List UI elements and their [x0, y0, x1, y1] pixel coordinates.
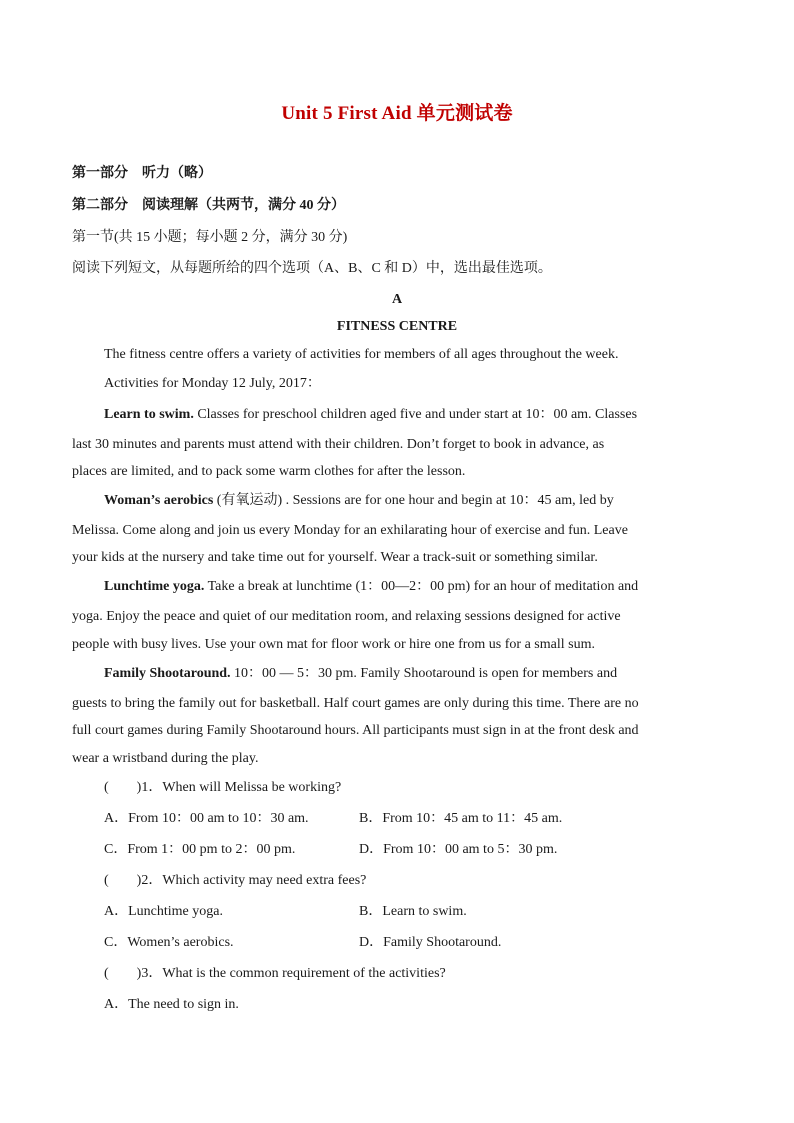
question-1-option-b: B．From 10：45 am to 11：45 am.	[359, 811, 563, 826]
para1-line2: last 30 minutes and parents must attend with their children. Don’t forget to book in advance, as	[72, 437, 605, 452]
para3-text1: Take a break at lunchtime (1：00—2：00 pm) for an hour of meditation and	[204, 579, 639, 594]
part-two-heading: 第二部分 阅读理解（共两节，满分 40 分）	[72, 198, 345, 213]
para4-text1: 10：00 — 5：30 pm. Family Shootaround is open for members and	[230, 666, 618, 681]
section-one-heading: 第一节(共 15 小题；每小题 2 分，满分 30 分)	[72, 230, 348, 245]
para4-line3: full court games during Family Shootaround hours. All participants must sign in at the front desk and	[72, 723, 639, 738]
passage-intro: The fitness centre offers a variety of activities for members of all ages throughout the week.	[104, 347, 619, 362]
para2-text1: (有氧运动) . Sessions are for one hour and begin at 10：45 am, led by	[213, 493, 614, 508]
para2-heading: Woman’s aerobics	[104, 493, 214, 508]
para2-line3: your kids at the nursery and take time out for yourself. Wear a track-suit or something similar.	[72, 550, 598, 565]
para4-heading: Family Shootaround.	[104, 666, 231, 681]
para1-heading: Learn to swim.	[104, 407, 194, 422]
para4-line2: guests to bring the family out for basketball. Half court games are only during this time. There are no	[72, 696, 639, 711]
para4-line1	[104, 665, 722, 683]
instructions-text: 阅读下列短文，从每题所给的四个选项（A、B、C 和 D）中，选出最佳选项。	[72, 261, 552, 276]
question-2-option-b: B．Learn to swim.	[359, 904, 467, 919]
question-1-option-d: D．From 10：00 am to 5：30 pm.	[359, 842, 558, 857]
question-2-option-d: D．Family Shootaround.	[359, 935, 502, 950]
activities-date: Activities for Monday 12 July, 2017：	[104, 376, 321, 391]
document-title: Unit 5 First Aid 单元测试卷	[281, 103, 513, 124]
para3-line1	[104, 578, 722, 596]
question-1-stem: ( )1．When will Melissa be working?	[104, 780, 342, 795]
passage-letter: A	[391, 292, 403, 307]
question-3-stem: ( )3．What is the common requirement of the activities?	[104, 966, 446, 981]
passage-title: FITNESS CENTRE	[336, 319, 458, 334]
para2-line2: Melissa. Come along and join us every Monday for an exhilarating hour of exercise and fun. Leave	[72, 523, 628, 538]
para1-text1: Classes for preschool children aged five and under start at 10：00 am. Classes	[193, 407, 638, 422]
question-1-option-c: C．From 1：00 pm to 2：00 pm.	[104, 842, 296, 857]
para3-line3: people with busy lives. Use your own mat for floor work or hire one from us for a small sum.	[72, 637, 595, 652]
para3-heading: Lunchtime yoga.	[104, 579, 205, 594]
question-2-option-c: C．Women’s aerobics.	[104, 935, 234, 950]
part-one-heading: 第一部分 听力（略）	[72, 166, 212, 181]
question-1-option-a: A．From 10：00 am to 10：30 am.	[104, 811, 309, 826]
question-3-option-a: A．The need to sign in.	[104, 997, 239, 1012]
para4-line4: wear a wristband during the play.	[72, 751, 259, 766]
para3-line2: yoga. Enjoy the peace and quiet of our meditation room, and relaxing sessions designed for active	[72, 609, 621, 624]
para1-line1	[104, 406, 722, 424]
question-2-option-a: A．Lunchtime yoga.	[104, 904, 223, 919]
para2-line1	[104, 492, 722, 510]
question-2-stem: ( )2．Which activity may need extra fees?	[104, 873, 367, 888]
para1-line3: places are limited, and to pack some warm clothes for after the lesson.	[72, 464, 466, 479]
